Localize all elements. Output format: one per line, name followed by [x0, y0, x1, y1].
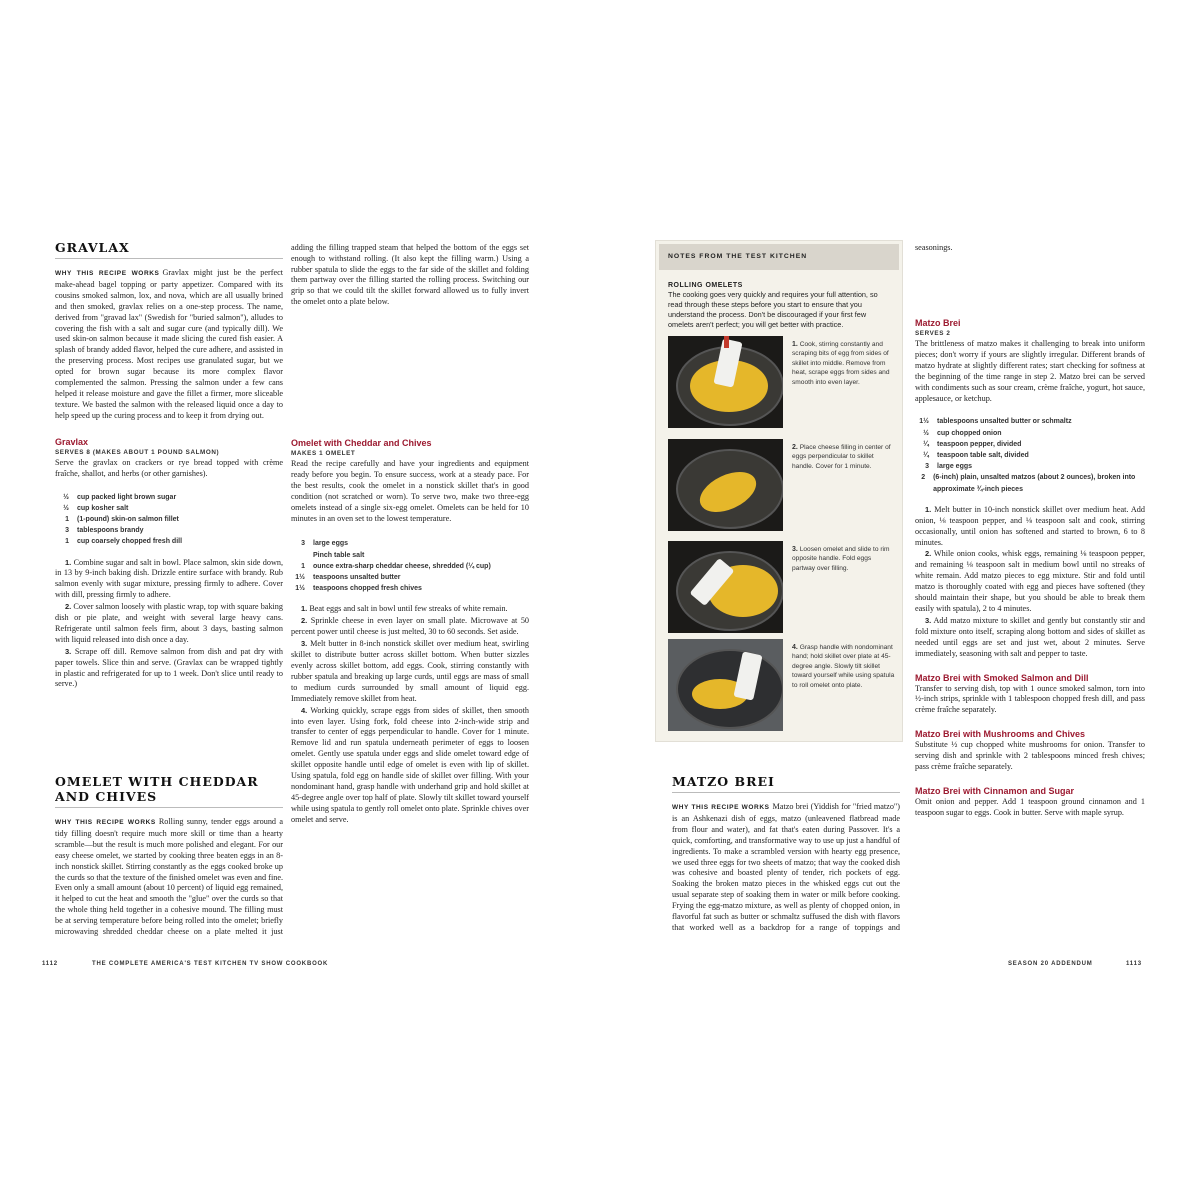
- ingredient: 1 ounce extra-sharp cheddar cheese, shredded (¼ cup): [301, 562, 491, 570]
- omelet-step: 2. Sprinkle cheese in even layer on small plate. Microwave at 50 percent power until cheese is just melted, 30 to 60 seconds. Set aside.: [291, 616, 530, 637]
- left-page-number: 1112: [42, 961, 58, 967]
- sidebar-step: 1. Cook, stirring constantly and scraping bits of egg from sides of skillet into middle. Remove from heat, scrape eggs from sides and smooth into even layer.: [668, 336, 896, 428]
- gravlax-step: 3. Scrape off dill. Remove salmon from dish and pat dry with paper towels. Slice thin and serve. (Gravlax can be wrapped tightly in plastic and refrigerated for up to 1 week. Don't slice until ready to serve.): [55, 646, 284, 689]
- test-kitchen-sidebar: [655, 240, 903, 742]
- sidebar-step: 3. Loosen omelet and slide to rim opposite handle. Fold eggs partway over filling.: [668, 541, 896, 633]
- right-page-number: 1113: [1126, 961, 1142, 967]
- ingredient: 1 cup coarsely chopped fresh dill: [65, 538, 183, 546]
- omelet-step-photo: [668, 639, 783, 731]
- gravlax-section: [55, 240, 283, 691]
- gravlax-heading: GRAVLAX: [55, 240, 283, 259]
- omelet-heading: OMELET WITH CHEDDAR AND CHIVES: [55, 774, 283, 808]
- ingredient: ¼ teaspoon pepper, divided: [923, 440, 1022, 448]
- omelet-step-photo: [668, 439, 783, 531]
- ingredient: Pinch table salt: [313, 551, 365, 559]
- matzo-why: WHY THIS RECIPE WORKS Matzo brei (Yiddish for "fried matzo") is an Ashkenazi dish of eggs, matzo (unleavened flatbread made from flour and water), and fat that's eaten during Passover. It's a quick, comforting, and transformative way to use up just a handful of ingredients. To make a scrambled version with hearty egg presence, we used three eggs for two sheets of matzo; that way the cooked dish was cohesive and boasted plenty of tender, rich pockets of egg. Soaking the broken matzo pieces in the whisked eggs cut out the usual separate step of soaking them in water or milk before cooking. Frying the egg-matzo mixture, as well as plenty of chopped onion, in flavorful fat such as butter or schmaltz suffused the dish with flavors that worked well as a backdrop for a range of toppings and: [672, 802, 900, 932]
- matzo-step: 3. Add matzo mixture to skillet and gently but constantly stir and fold mixture onto itself, scraping along bottom and sides of skillet as needed until eggs are set and just wet, about 2 minutes. Serve immediately, seasoning with salt and pepper to taste.: [915, 615, 1145, 658]
- omelet-recipe-title: Omelet with Cheddar and Chives: [291, 438, 432, 448]
- sidebar-intro: The cooking goes very quickly and requires your full attention, so read through these steps before you start to ensure that you understand the process. Don't be discouraged if your first few omelets aren't perfect; you will get better with practice.: [668, 290, 878, 329]
- gravlax-serves: SERVES 8 (MAKES ABOUT 1 POUND SALMON): [55, 448, 220, 456]
- sidebar-step: 2. Place cheese filling in center of eggs perpendicular to skillet handle. Cover for 1 minute.: [668, 439, 896, 531]
- matzo-recipe: [915, 317, 1145, 819]
- omelet-recipe: [291, 437, 529, 827]
- matzo-variation: Matzo Brei with Cinnamon and Sugar Omit onion and pepper. Add 1 teaspoon ground cinnamon and 1 teaspoon sugar to eggs. Cook in butter. Serve with maple syrup.: [915, 785, 1145, 817]
- ingredient: 1½ teaspoons chopped fresh chives: [295, 585, 422, 593]
- matzo-recipe-title: Matzo Brei: [915, 318, 961, 328]
- matzo-why-continued: seasonings.: [915, 242, 953, 252]
- ingredient: 1 (1-pound) skin-on salmon fillet: [65, 515, 179, 523]
- ingredient: 3 large eggs: [925, 463, 973, 471]
- ingredient: ½ cup chopped onion: [923, 429, 1002, 437]
- left-running-title: THE COMPLETE AMERICA'S TEST KITCHEN TV SHOW COOKBOOK: [92, 961, 329, 967]
- omelet-step: 1. Beat eggs and salt in bowl until few streaks of white remain.: [301, 604, 508, 614]
- ingredient: ¼ teaspoon table salt, divided: [923, 452, 1029, 460]
- omelet-step: 4. Working quickly, scrape eggs from sides of skillet, then smooth into even layer. Using fork, fold cheese into 2-inch-wide strip and transfer to center of eggs perpendicular to handle. Cover for 1 minute. Remove lid and run spatula underneath perimeter of eggs to loosen omelet. Gently use spatula under eggs and slide omelet toward edge of skillet opposite handle until edge of omelet is even with lip of skillet. Using spatula, fold egg on handle side of skillet over filling. With your nondominant hand, grasp handle with underhand grip and hold skillet at 45-degree angle over top half of plate. Slowly tilt skillet toward yourself while using spatula to gently roll omelet onto plate. Sprinkle chives over omelet and serve.: [291, 705, 529, 824]
- sidebar-step: 4. Grasp handle with nondominant hand; hold skillet over plate at 45-degree angle. Slowly tilt skillet toward yourself while using spatula to roll omelet onto plate.: [668, 639, 896, 731]
- matzo-variation: Matzo Brei with Mushrooms and Chives Substitute ½ cup chopped white mushrooms for onion. Transfer to serving dish and sprinkle with 2 tablespoons minced fresh chives; pass crème fraîche separately.: [915, 729, 1145, 772]
- gravlax-why: WHY THIS RECIPE WORKS Gravlax might just be the perfect make-ahead bagel topping or party appetizer. Compared with its cousins smoked salmon, lox, and nova, which are all usually brined and then smoked, gravlax relies on a one-step process. The name, derived from "gravad lax" (Swedish for "buried salmon"), alludes to covering the fish with a salt and sugar cure (and typically dill). We used skin-on salmon because it made slicing the cured fish easier. A splash of brandy added flavor, helped the cure adhere, and assisted in the preserving process. Most recipes use granulated sugar, but we opted for brown sugar because its more complex flavor complemented the salmon. Pressing the salmon under a few cans helped it release moisture and gave the fillet a firmer, more sliceable texture. We basted the salmon with the released liquid once a day to help speed up the curing process and to keep it from drying out.: [55, 268, 283, 420]
- omelet-step: 3. Melt butter in 8-inch nonstick skillet over medium heat, swirling skillet to distribute butter across skillet bottom. When butter sizzles evenly across skillet bottom, add eggs. Cook, stirring constantly with rubber spatula and breaking up large curds, until eggs are mass of small to medium curds surrounded by small amount of liquid egg. Immediately remove skillet from heat.: [291, 639, 529, 703]
- ingredient: 1½ teaspoons unsalted butter: [295, 574, 401, 582]
- omelet-step-photo: [668, 541, 783, 633]
- ingredient: 1½ tablespoons unsalted butter or schmaltz: [919, 418, 1072, 426]
- right-running-title: SEASON 20 ADDENDUM: [1008, 961, 1093, 967]
- gravlax-recipe-title: Gravlax: [55, 436, 89, 447]
- matzo-ingredients: [915, 416, 1145, 494]
- matzo-intro-section: [672, 774, 900, 934]
- matzo-heading: MATZO BREI: [672, 774, 900, 793]
- omelet-intro-section: [55, 774, 283, 939]
- matzo-variation: Matzo Brei with Smoked Salmon and Dill Transfer to serving dish, top with 1 ounce smoked salmon, torn into ½-inch strips, sprinkle with 1 tablespoon chopped fresh dill, and pass crème fraîche separately.: [915, 672, 1145, 715]
- ingredient: ½ cup packed light brown sugar: [63, 493, 177, 501]
- sidebar-title: ROLLING OMELETS: [668, 282, 743, 289]
- omelet-why: WHY THIS RECIPE WORKS Rolling sunny, tender eggs around a tidy filling doesn't require much more skill or time than a hearty scramble—but the result is much more polished and elegant. For our easy cheese omelet, we started by cooking three beaten eggs in an 8-inch nonstick skillet. Stirring constantly as the eggs cooked broke up the curds so that the texture of the finished omelet was even and fine. Even only a small amount (about 10 percent) of liquid egg remained, it helped to cut the heat and smooth the "glue" over the curds so that the whole thing held together in a cohesive mound. The filling must be at serving temperature before being rolled into the omelet; briefly microwaving shredded cheddar cheese on a plate melted it just: [55, 817, 283, 937]
- omelet-why-continued: adding the filling trapped steam that helped the bottom of the eggs set enough to withstand rolling. (It also kept the filling warm.) Using a rubber spatula to slide the eggs to the far side of the skillet and folding them partway over the filling started the rolling process. Switching our grip so that we could tilt the skillet forward allowed us to fully invert the omelet onto a plate below.: [291, 242, 529, 307]
- omelet-ingredients: [291, 538, 529, 594]
- matzo-intro: The brittleness of matzo makes it challenging to break into uniform pieces; don't worry if yours are slightly irregular. Different brands of matzo hydrate at slightly different rates; start checking for softness at the beginning of the time range in step 2. Matzo brei can be served with condiments such as sour cream, crème fraîche, yogurt, hot sauce, applesauce, or ketchup.: [915, 339, 1145, 403]
- ingredient: 2 (6-inch) plain, unsalted matzos (about 2 ounces), broken into approximate ¾-inch pieces: [921, 474, 1136, 493]
- sidebar-header: NOTES FROM THE TEST KITCHEN: [659, 244, 899, 270]
- matzo-serves: SERVES 2: [915, 330, 951, 337]
- ingredient: 3 large eggs: [301, 540, 349, 548]
- ingredient: 3 tablespoons brandy: [65, 527, 144, 535]
- matzo-step: 2. While onion cooks, whisk eggs, remaining ⅛ teaspoon pepper, and remaining ⅛ teaspoon salt in medium bowl until no streaks of white remain. Add matzo pieces to egg mixture. Stir and fold until matzo is thoroughly coated with egg and pieces have softened (they should maintain their shape, but you should be able to break them easily with spatula), 2 to 4 minutes.: [915, 549, 1145, 614]
- gravlax-intro: Serve the gravlax on crackers or rye bread topped with crème fraîche, shallot, and herbs (or other garnishes).: [55, 457, 283, 478]
- ingredient: ½ cup kosher salt: [63, 504, 129, 512]
- gravlax-ingredients: [55, 492, 283, 548]
- omelet-intro: Read the recipe carefully and have your ingredients and equipment ready before you begin. To ensure success, work at a steady pace. For the best results, cook the omelet in a nonstick skillet that's in good condition (not scratched or worn). To serve two, make two three-egg omelets instead of a single six-egg omelet. Omelets can be held for 10 minutes in an oven set to the lowest temperature.: [291, 459, 529, 523]
- omelet-serves: MAKES 1 OMELET: [291, 450, 356, 457]
- gravlax-step: 1. Combine sugar and salt in bowl. Place salmon, skin side down, in 13 by 9-inch baking dish. Drizzle entire surface with brandy. Rub salmon evenly with sugar mixture, pressing firmly to adhere. Cover with dill, pressing firmly to adhere.: [55, 557, 284, 600]
- gravlax-step: 2. Cover salmon loosely with plastic wrap, top with square baking dish or pie plate, and weight with several large heavy cans. Refrigerate until salmon feels firm, about 3 days, basting salmon with liquid released into dish once a day.: [55, 602, 283, 644]
- matzo-step: 1. Melt butter in 10-inch nonstick skillet over medium heat. Add onion, ⅛ teaspoon pepper, and ⅛ teaspoon salt and cook, stirring occasionally, until onion has softened and started to brown, 6 to 8 minutes.: [915, 504, 1145, 547]
- omelet-step-photo: [668, 336, 783, 428]
